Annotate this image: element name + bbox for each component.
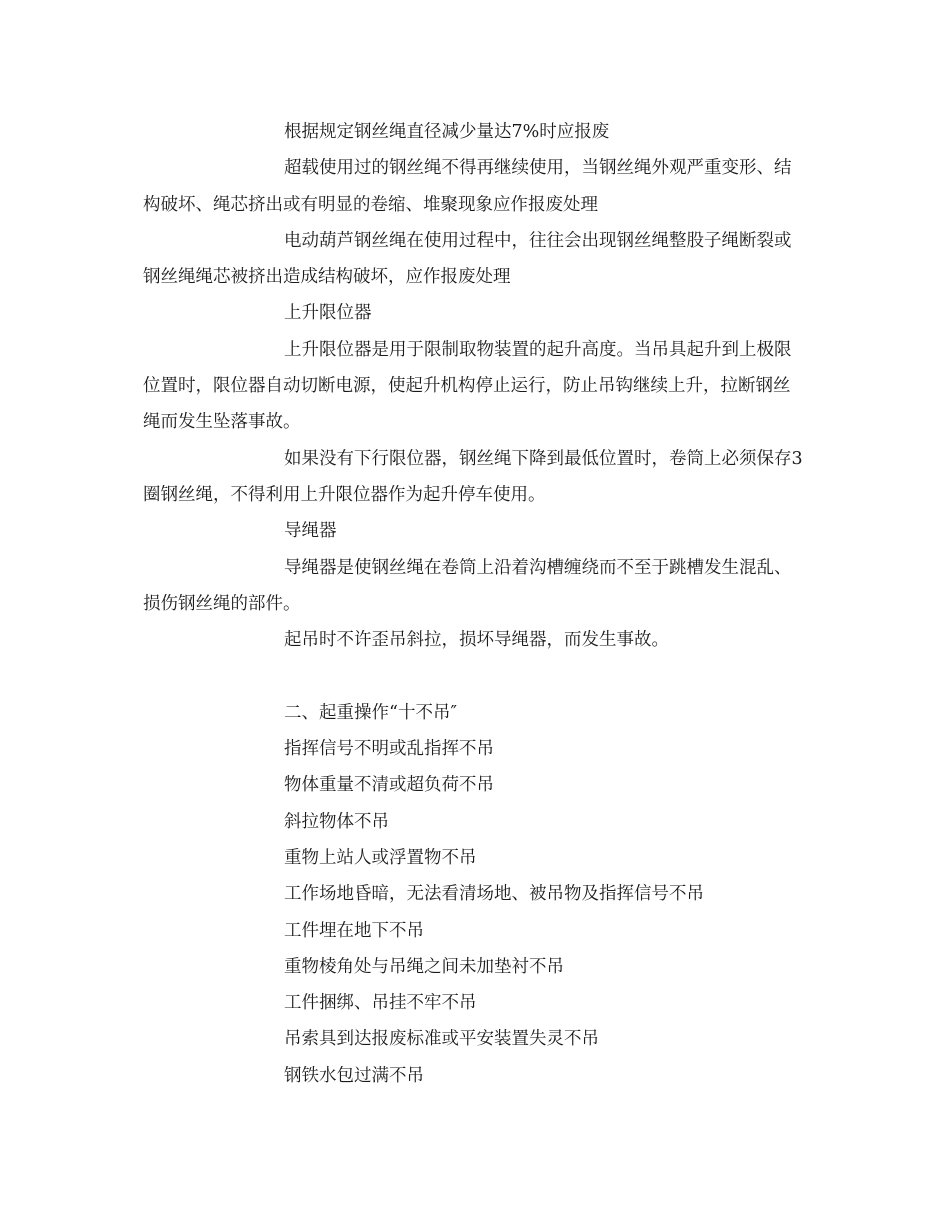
rule-item: 重物上站人或浮置物不吊 [284, 847, 477, 868]
paragraph-overload: 超载使用过的钢丝绳不得再继续使用，当钢丝绳外观严重变形、结构破坏、绳芯挤出或有明显的卷缩、堆聚现象应作报废处理 [143, 158, 792, 215]
paragraph-rope-guide: 导绳器是使钢丝绳在卷筒上沿着沟槽缠绕而不至于跳槽发生混乱、损伤钢丝绳的部件。 [143, 557, 792, 614]
paragraph-upper-limiter: 上升限位器是用于限制取物装置的起升高度。当吊具起升到上极限位置时，限位器自动切断电源，使起升机构停止运行，防止吊钩继续上升，拉断钢丝绳而发生坠落事故。 [143, 339, 792, 433]
heading-upper-limiter: 上升限位器 [284, 303, 372, 324]
section-heading: 二、起重操作“十不吊″ [284, 702, 457, 723]
rule-item: 重物棱角处与吊绳之间未加垫衬不吊 [284, 956, 564, 977]
rule-item: 指挥信号不明或乱指挥不吊 [284, 739, 494, 760]
rule-item: 斜拉物体不吊 [284, 811, 389, 832]
blank-line [143, 658, 807, 694]
heading-rope-guide: 导绳器 [284, 521, 337, 542]
paragraph-wire-diameter: 根据规定钢丝绳直径减少量达7%时应报废 [284, 122, 610, 142]
rule-item: 吊索具到达报废标准或平安装置失灵不吊 [284, 1029, 599, 1050]
paragraph-no-slant-lift: 起吊时不许歪吊斜拉，损坏导绳器，而发生事故。 [284, 630, 669, 651]
rule-item: 物体重量不清或超负荷不吊 [284, 775, 494, 796]
rule-item: 工作场地昏暗，无法看清场地、被吊物及指挥信号不吊 [284, 884, 704, 905]
rule-item: 工件埋在地下不吊 [284, 920, 424, 941]
rule-item: 钢铁水包过满不吊 [284, 1065, 424, 1086]
rule-item: 工件捆绑、吊挂不牢不吊 [284, 993, 477, 1014]
paragraph-hoist-wire: 电动葫芦钢丝绳在使用过程中，往往会出现钢丝绳整股子绳断裂或钢丝绳绳芯被挤出造成结构破坏，应作报废处理 [143, 230, 792, 288]
document-body [143, 114, 807, 1094]
paragraph-lower-limiter: 如果没有下行限位器，钢丝绳下降到最低位置时，卷筒上必须保存3圈钢丝绳，不得利用上升限位器作为起升停车使用。 [143, 448, 803, 505]
